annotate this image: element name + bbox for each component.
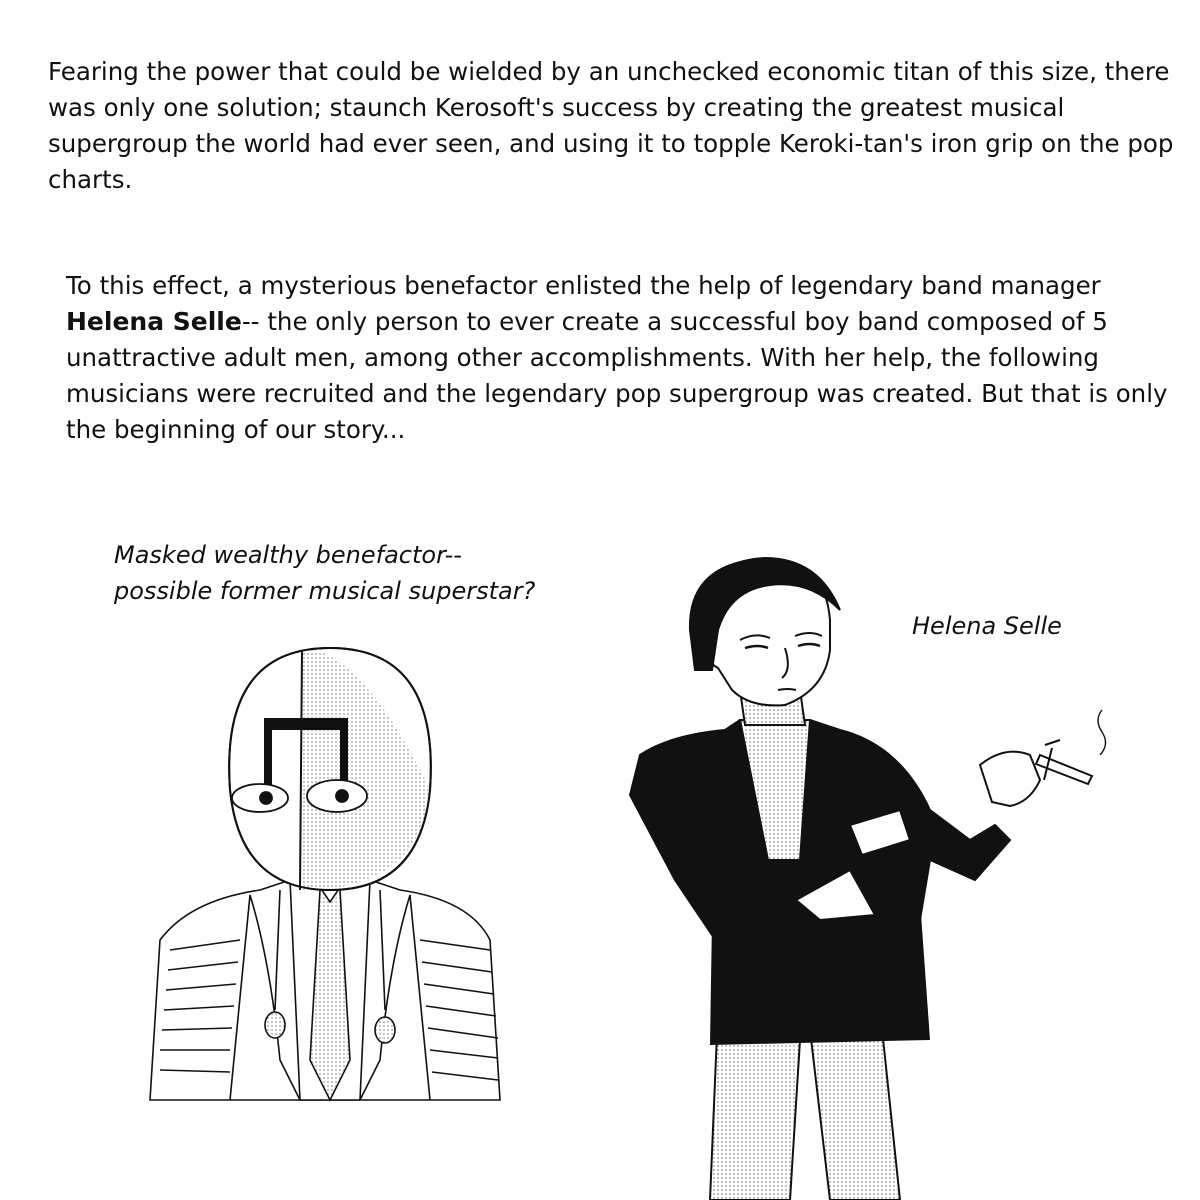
- helena-head: [690, 558, 840, 705]
- helena-jacket: [630, 720, 1010, 935]
- intro-paragraph-2-prefix: To this effect, a mysterious benefactor enlisted the help of legendary band manager: [66, 271, 1101, 300]
- cigarette-icon: [1036, 710, 1106, 784]
- intro-paragraph-1: Fearing the power that could be wielded by an unchecked economic titan of this size, there was only one solution; staunch Kerosoft's success by creating the greatest musical supergroup the world had ever seen, and using it to topple Keroki-tan's iron grip on the pop charts.: [48, 57, 1174, 194]
- intro-paragraph-2: [66, 268, 1176, 448]
- helena-caption: Helena Selle: [912, 612, 1062, 640]
- benefactor-mask: [229, 648, 431, 890]
- helena-name-bold: Helena Selle: [66, 307, 242, 336]
- benefactor-illustration: [130, 640, 530, 1120]
- benefactor-caption: [114, 537, 574, 609]
- benefactor-shirt: [290, 880, 370, 1100]
- intro-paragraph-2-rest: -- the only person to ever create a successful boy band composed of 5 unattractive adult men, among other accomplishments. With her help, the following musicians were recruited and the legendary pop supergroup was created. But that is only the beginning of our story...: [66, 307, 1168, 444]
- benefactor-caption-line-2: possible former musical superstar?: [114, 577, 536, 605]
- helena-illustration: [600, 540, 1120, 1200]
- benefactor-caption-line-1: Masked wealthy benefactor--: [114, 541, 462, 569]
- helena-hand: [980, 752, 1040, 806]
